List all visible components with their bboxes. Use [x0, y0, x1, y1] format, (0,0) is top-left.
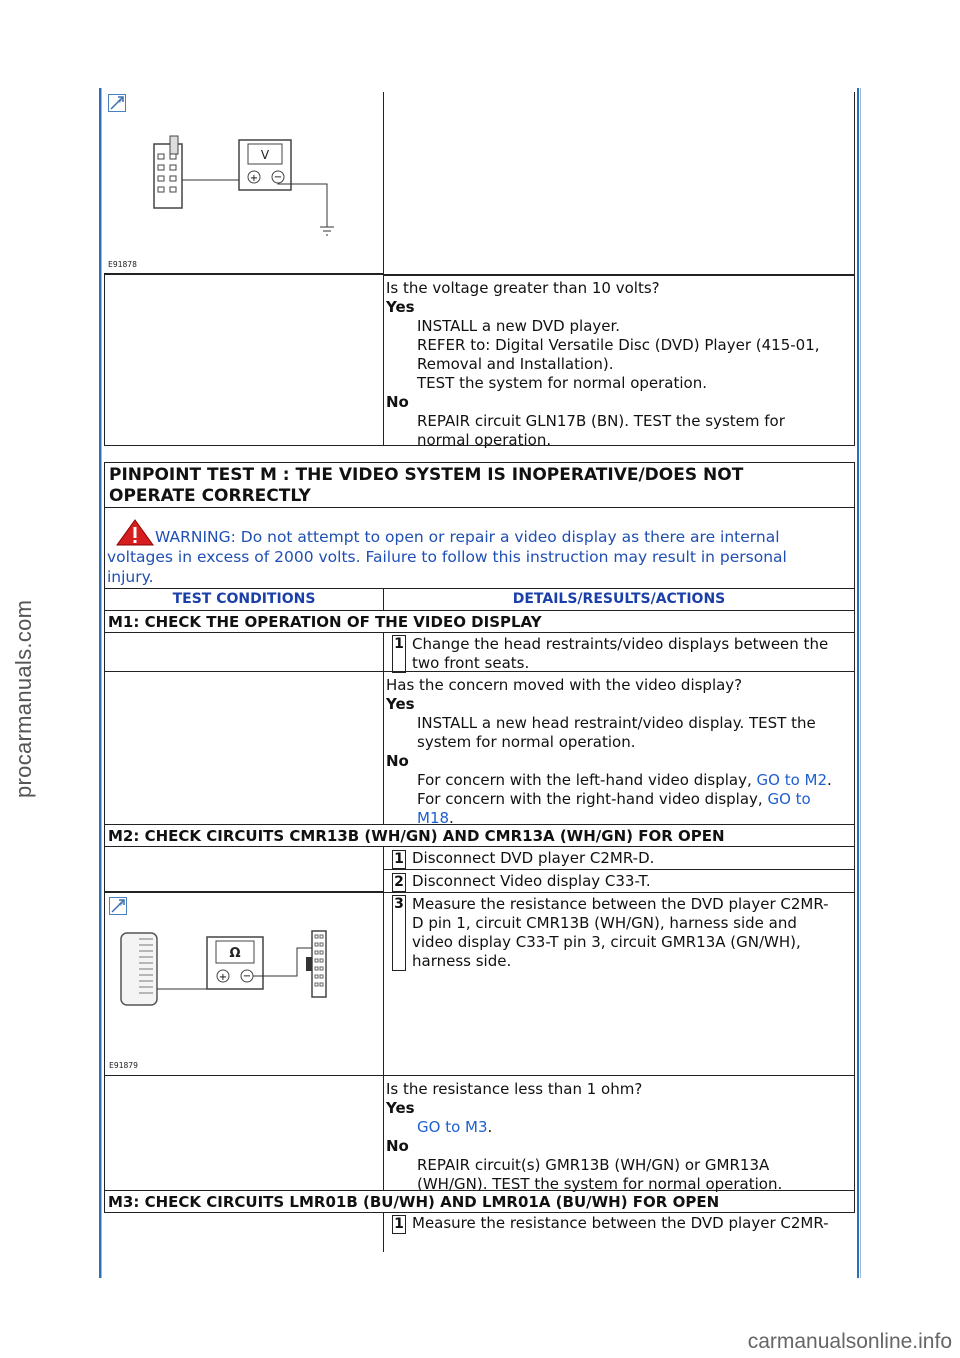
- yes-label: Yes: [386, 695, 415, 713]
- ohmmeter-diagram: [117, 923, 357, 1023]
- svg-text:+: +: [218, 972, 228, 983]
- step-number: 1: [392, 635, 406, 673]
- right-margin-line: [857, 88, 859, 1278]
- right-margin-line-inner: [860, 88, 861, 1278]
- step-text: Disconnect Video display C33-T.: [412, 872, 651, 890]
- side-watermark: procarmanuals.com: [11, 599, 36, 798]
- svg-text:−: −: [273, 172, 283, 183]
- no-action: For concern with the right-hand video display, GO to: [417, 790, 811, 808]
- pinpoint-test-title: [104, 462, 855, 508]
- no-action: (WH/GN). TEST the system for normal operation.: [417, 1175, 783, 1193]
- column-header-details: DETAILS/RESULTS/ACTIONS: [383, 588, 855, 611]
- yes-action: REFER to: Digital Versatile Disc (DVD) Player (415-01,: [417, 336, 820, 354]
- conditions-cell-empty: [104, 671, 384, 825]
- step-number: 3: [392, 895, 406, 971]
- figure-cell-e91879: [104, 892, 384, 1076]
- step-text: two front seats.: [412, 654, 530, 672]
- step-text: video display C33-T pin 3, circuit GMR13A (GN/WH),: [412, 933, 801, 951]
- m2-step-2: [383, 869, 855, 893]
- step-text: harness side.: [412, 952, 512, 970]
- m2-result-cell: [383, 1075, 855, 1191]
- no-action: For concern with the left-hand video display, GO to M2.: [417, 771, 832, 789]
- m1-result-cell: [383, 671, 855, 825]
- left-margin-line-inner: [101, 88, 102, 1278]
- conditions-cell-empty: [104, 274, 384, 446]
- m2-step-1: [383, 846, 855, 870]
- conditions-cell-empty: [104, 1075, 384, 1191]
- yes-action: INSTALL a new DVD player.: [417, 317, 621, 335]
- warning-line: voltages in excess of 2000 volts. Failure to follow this instruction may result in personal: [107, 548, 787, 566]
- yes-action: INSTALL a new head restraint/video display. TEST the: [417, 714, 816, 732]
- m1-step-1: [383, 632, 855, 672]
- question-text: Has the concern moved with the video display?: [386, 676, 743, 694]
- goto-m2-link[interactable]: GO to M2: [756, 771, 828, 789]
- step-text: D pin 1, circuit CMR13B (WH/GN), harness side and: [412, 914, 797, 932]
- warning-line: injury.: [107, 568, 154, 586]
- yes-label: Yes: [386, 1099, 415, 1117]
- no-action: REPAIR circuit(s) GMR13B (WH/GN) or GMR13A: [417, 1156, 770, 1174]
- step-text: Measure the resistance between the DVD player C2MR-: [412, 1214, 829, 1232]
- conditions-cell-empty: [104, 1212, 384, 1252]
- no-label: No: [386, 1137, 409, 1155]
- goto-m3-link[interactable]: GO to M3: [417, 1118, 488, 1136]
- ohmmeter-label: Ω: [229, 946, 241, 961]
- question-text: Is the resistance less than 1 ohm?: [386, 1080, 643, 1098]
- no-action: M18.: [417, 809, 454, 827]
- warning-icon: [115, 518, 155, 546]
- figure-id: E91879: [109, 1061, 138, 1070]
- goto-m18-link[interactable]: M18: [417, 809, 450, 827]
- svg-text:+: +: [117, 97, 123, 105]
- voltmeter-label: V: [260, 148, 270, 162]
- bottom-watermark: carmanualsonline.info: [747, 1330, 952, 1353]
- step-number: 1: [392, 1215, 406, 1234]
- title-line: PINPOINT TEST M : THE VIDEO SYSTEM IS INOPERATIVE/DOES NOT: [109, 465, 744, 485]
- step-text: Measure the resistance between the DVD player C2MR-: [412, 895, 829, 913]
- step-number: 1: [392, 850, 406, 869]
- yes-action: Removal and Installation).: [417, 355, 614, 373]
- section-m2-title: M2: CHECK CIRCUITS CMR13B (WH/GN) AND CMR13A (WH/GN) FOR OPEN: [104, 824, 855, 847]
- title-line: OPERATE CORRECTLY: [109, 486, 311, 506]
- zoom-icon[interactable]: [108, 94, 126, 112]
- voltage-result-cell: [383, 274, 855, 449]
- details-cell-empty: [383, 92, 855, 276]
- yes-action: GO to M3.: [417, 1118, 493, 1136]
- goto-m18-link[interactable]: GO to: [767, 790, 811, 808]
- conditions-cell-empty: [104, 846, 384, 892]
- figure-cell-e91878: [104, 92, 384, 274]
- section-m1-title: M1: CHECK THE OPERATION OF THE VIDEO DISPLAY: [104, 610, 855, 633]
- no-action: normal operation.: [417, 431, 552, 449]
- no-action: REPAIR circuit GLN17B (BN). TEST the system for: [417, 412, 785, 430]
- svg-text:−: −: [242, 971, 252, 982]
- step-number: 2: [392, 873, 406, 892]
- column-header-conditions: TEST CONDITIONS: [104, 588, 384, 611]
- step-text: Disconnect DVD player C2MR-D.: [412, 849, 655, 867]
- conditions-cell-empty: [104, 632, 384, 672]
- m3-step-1: [383, 1212, 855, 1252]
- warning-line: WARNING: Do not attempt to open or repair a video display as there are internal: [107, 518, 852, 547]
- zoom-icon[interactable]: [109, 897, 127, 915]
- question-text: Is the voltage greater than 10 volts?: [386, 279, 660, 297]
- no-label: No: [386, 393, 409, 411]
- no-label: No: [386, 752, 409, 770]
- warning-panel: [104, 507, 855, 589]
- figure-id: E91878: [108, 260, 137, 269]
- yes-action: system for normal operation.: [417, 733, 636, 751]
- yes-label: Yes: [386, 298, 415, 316]
- voltmeter-diagram: [144, 132, 344, 242]
- section-m3-title: M3: CHECK CIRCUITS LMR01B (BU/WH) AND LMR01A (BU/WH) FOR OPEN: [104, 1190, 855, 1213]
- m2-step-3: [383, 892, 855, 1076]
- yes-action: TEST the system for normal operation.: [417, 374, 707, 392]
- step-text: Change the head restraints/video displays between the: [412, 635, 829, 653]
- svg-text:+: +: [118, 900, 124, 908]
- svg-text:+: +: [249, 173, 259, 184]
